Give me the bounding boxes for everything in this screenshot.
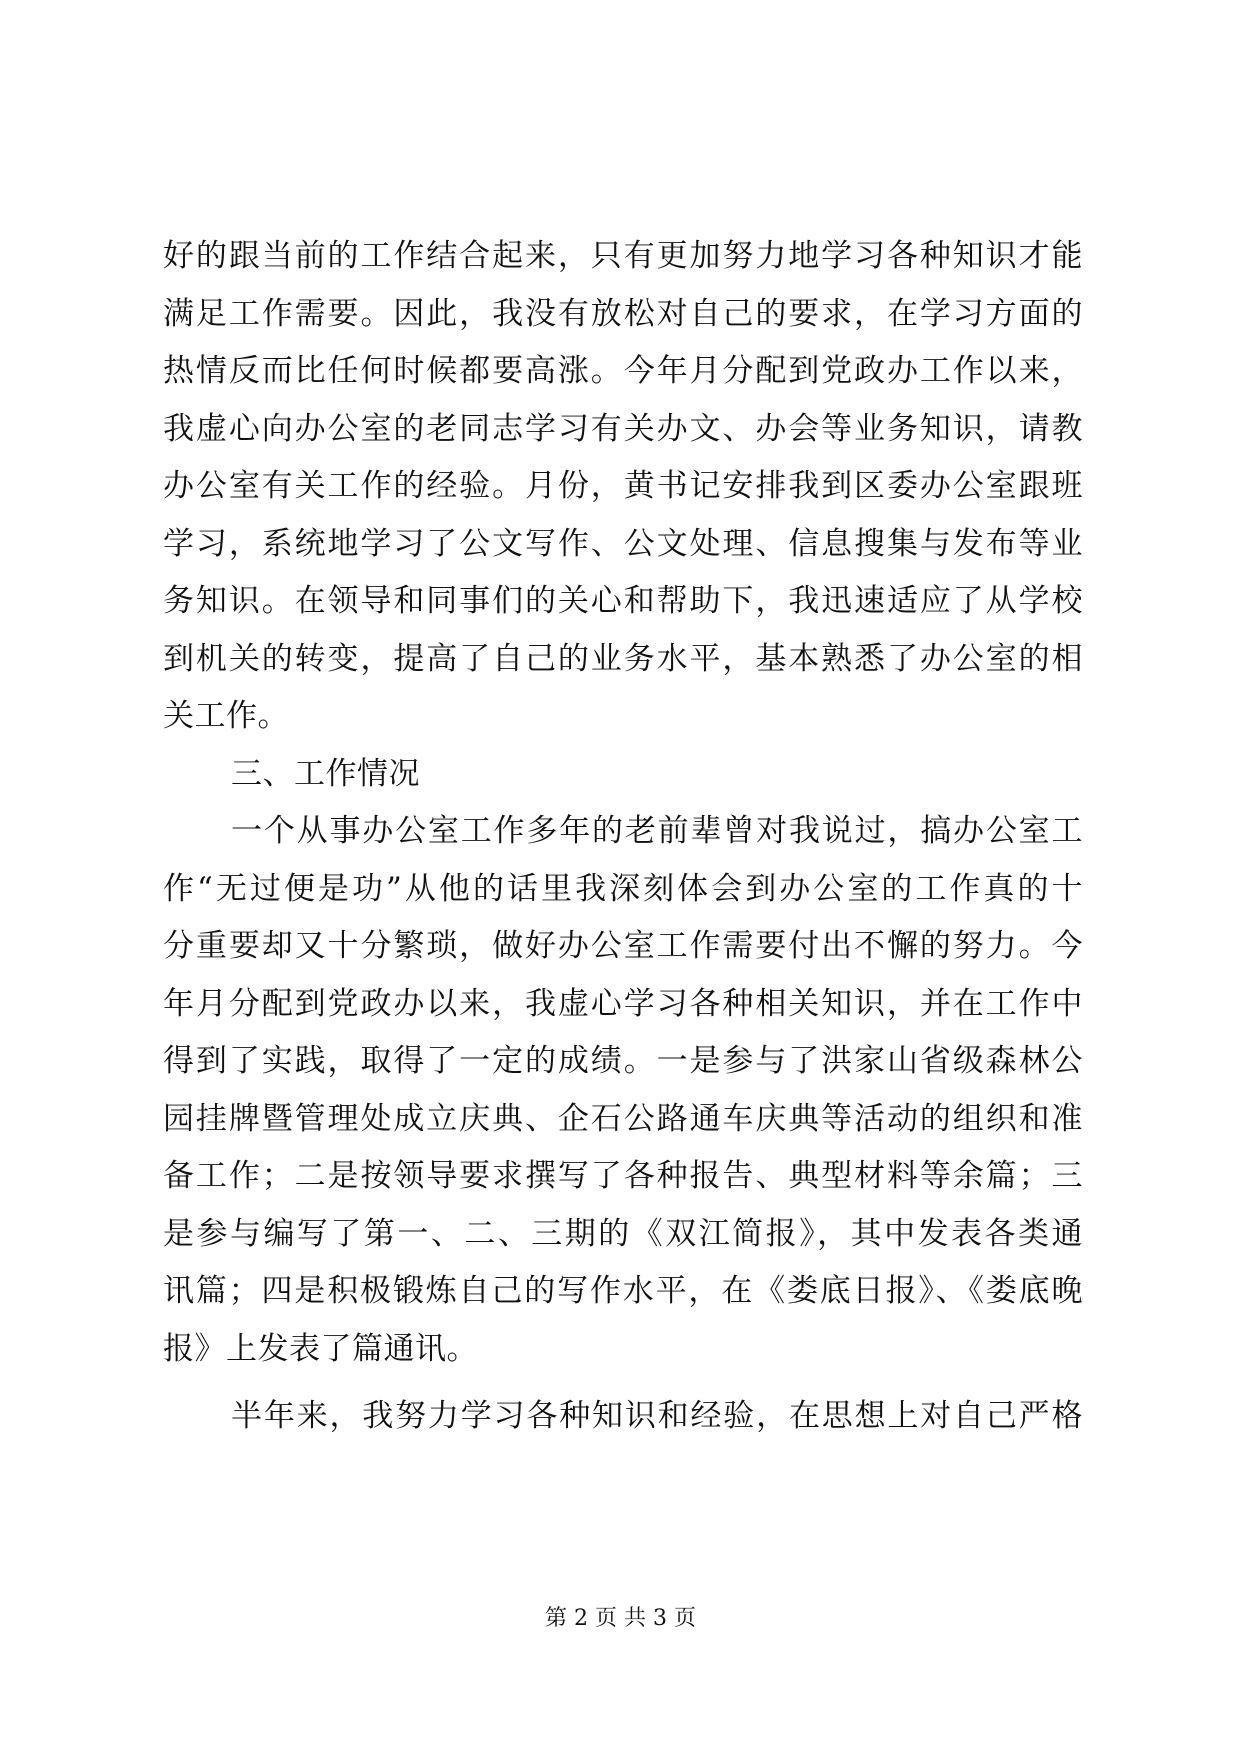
text-line: 热情反而比任何时候都要高涨。今年月分配到党政办工作以来， — [163, 353, 1083, 389]
text-line: 务知识。在领导和同事们的关心和帮助下，我迅速适应了从学校 — [163, 583, 1083, 619]
document-body — [163, 228, 1083, 1446]
text-line: 分重要却又十分繁琐，做好办公室工作需要付出不懈的努力。今 — [163, 928, 1083, 964]
text-line: 讯篇；四是积极锻炼自己的写作水平，在《娄底日报》、《娄底晚 — [163, 1273, 1083, 1309]
text-line: 好的跟当前的工作结合起来，只有更加努力地学习各种知识才能 — [163, 238, 1083, 274]
text-line: 一个从事办公室工作多年的老前辈曾对我说过，搞办公室工 — [231, 813, 1083, 849]
text-line: 备工作；二是按领导要求撰写了各种报告、典型材料等余篇；三 — [163, 1158, 1083, 1194]
text-line: 年月分配到党政办以来，我虚心学习各种相关知识，并在工作中 — [163, 985, 1083, 1022]
page-footer: 第 2 页 共 3 页 — [545, 1606, 696, 1631]
text-line: 办公室有关工作的经验。月份，黄书记安排我到区委办公室跟班 — [163, 468, 1083, 504]
text-line: 满足工作需要。因此，我没有放松对自己的要求，在学习方面的 — [163, 295, 1083, 332]
text-line: 作“无过便是功”从他的话里我深刻体会到办公室的工作真的十 — [163, 870, 1083, 907]
text-line: 是参与编写了第一、二、三期的《双江简报》，其中发表各类通 — [163, 1215, 1083, 1252]
text-line: 报》上发表了篇通讯。 — [163, 1330, 478, 1367]
section-heading: 三、工作情况 — [231, 755, 420, 792]
paragraph-gap — [163, 1378, 1083, 1388]
text-line: 到机关的转变，提高了自己的业务水平，基本熟悉了办公室的相 — [163, 640, 1083, 677]
text-line: 学习，系统地学习了公文写作、公文处理、信息搜集与发布等业 — [163, 525, 1083, 562]
text-line: 关工作。 — [163, 698, 289, 734]
text-line: 我虚心向办公室的老同志学习有关办文、办会等业务知识，请教 — [163, 410, 1083, 447]
text-line: 园挂牌暨管理处成立庆典、企石公路通车庆典等活动的组织和准 — [163, 1100, 1083, 1137]
text-line: 半年来，我努力学习各种知识和经验，在思想上对自己严格 — [231, 1398, 1083, 1434]
text-line: 得到了实践，取得了一定的成绩。一是参与了洪家山省级森林公 — [163, 1043, 1083, 1079]
